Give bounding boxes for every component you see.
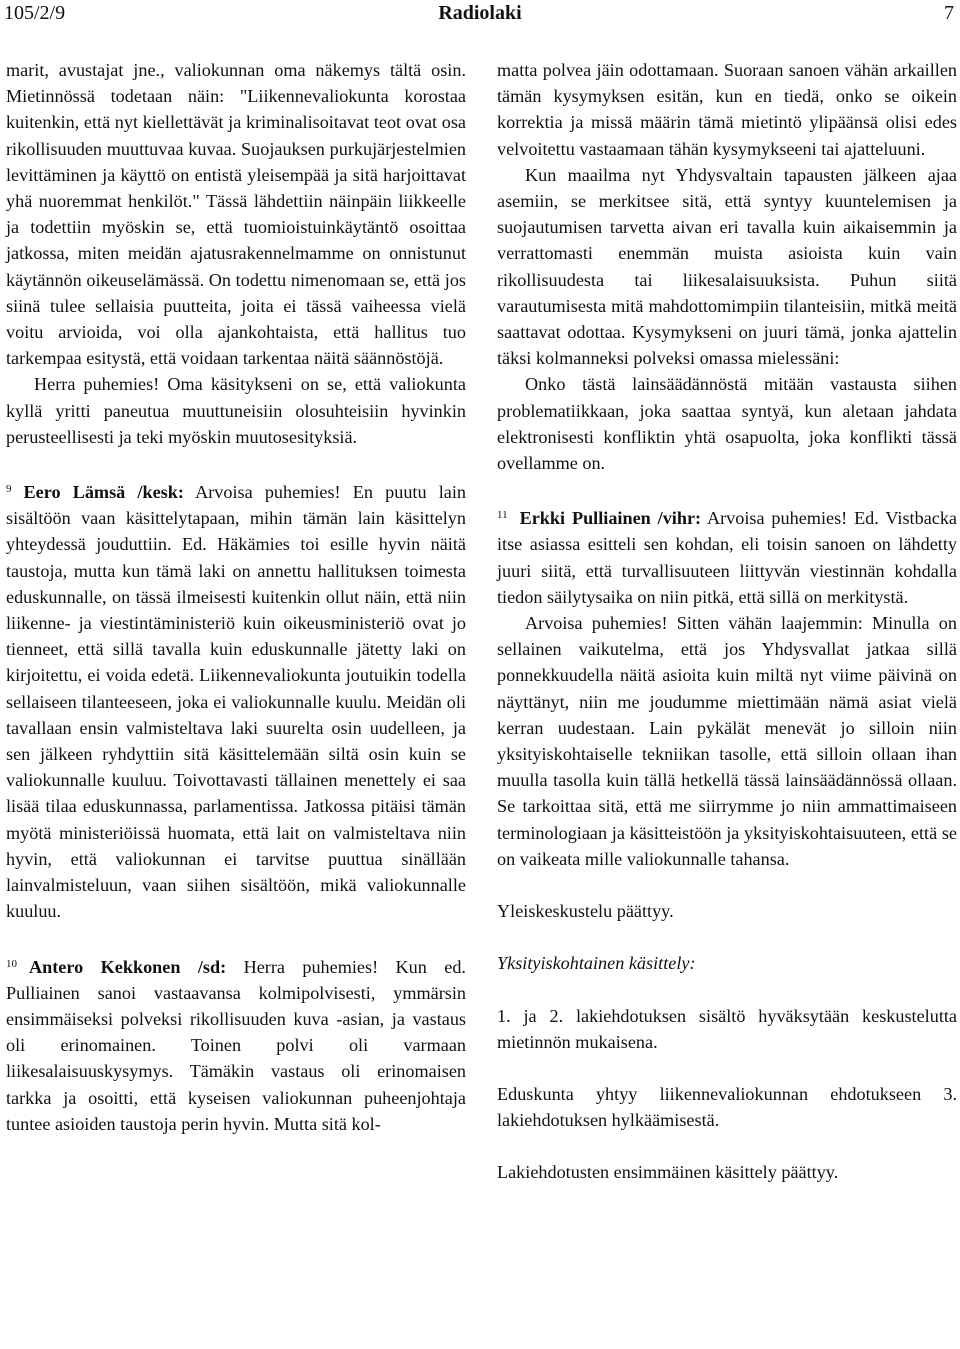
speech-number: 9 — [6, 483, 12, 496]
speech-10 — [6, 951, 466, 1137]
paragraph: matta polvea jäin odottamaan. Suoraan sanoen vähän arkaillen tämän kysymyksen esitän, kun en tiedä, onko se oikein korrektia ja missä määrin tämä mietintö ylipäänsä olisi edes velvoitettu vastaamaan tähän kysymykseeni tai ajatteluuni. — [497, 60, 957, 159]
detail-heading: Yksityiskohtainen käsittely: — [497, 953, 696, 974]
page-title: Radiolaki — [438, 2, 522, 24]
decision: 1. ja 2. lakiehdotuksen sisältö hyväksytään keskustelutta mietinnön mukaisena. — [497, 1005, 957, 1052]
page-number: 7 — [944, 2, 954, 24]
speech-text: Herra puhemies! Kun ed. Pulliainen sanoi vastaavansa kolmipolvisesti, ymmärsin ensimmäiseksi polveksi rikollisuuden kuva -asian, ja vastaus oli erinomainen. Toinen polvi oli varmaan liikesalaisuuskysymys. Tämäkin vastaus oli erinomaisen tarkka ja osoitti, että kyseisen valiokunnan puheenjohtaja tuntee asioiden taustoja perin hyvin. Mutta sitä kol- — [6, 956, 466, 1134]
paragraph: Onko tästä lainsäädännöstä mitään vastausta siihen problematiikkaan, joka saattaa syntyä, kun aletaan jahdata elektronisesti konfliktin yhtä osapuolta, joka konflikti tässä ovellamme on. — [497, 374, 957, 474]
speaker-name: Eero Lämsä /kesk: — [23, 482, 184, 503]
paragraph: Arvoisa puhemies! Sitten vähän laajemmin: Minulla on sellainen vaikutelma, että jos Yhdysvallat jatkaa sillä ponnekkuudella näitä asioita kuin miltä nyt viime päivinä on näyttänyt, niin me joudumme miettimään nämä asiat vielä kerran uudestaan. Lain pykälät menevät jo silloin niin yksityiskohtaiselle tekniikan tasolle, että silloin ollaan ihan muulla tasolla kuin tällä hetkellä tässä lainsäädännössä ollaan. Se tarkoittaa sitä, että me siirrymme jo niin ammattimaiseen terminologiaan ja käsitteistöön ja yksityiskohtaisuuteen, että se on vaikeata mille valiokunnalle tahansa. — [497, 613, 957, 869]
decision: Lakiehdotusten ensimmäinen käsittely päättyy. — [497, 1162, 839, 1183]
left-column — [6, 57, 466, 1137]
page-ref: 105/2/9 — [4, 2, 66, 24]
speaker-name: Antero Kekkonen /sd: — [29, 956, 227, 977]
general-debate-end: Yleiskeskustelu päättyy. — [497, 901, 674, 922]
speech-text: Arvoisa puhemies! Ed. Vistbacka itse asiassa esitteli sen kohdan, eli toisin sanoen on lähdetty juuri siitä, että turvallisuuteen liittyvän viestinnän kohdalla tiedon säilytysaika on niin pitkä, että sillä on merkitystä. — [497, 508, 957, 607]
speech-11 — [497, 502, 957, 610]
speech-number: 10 — [6, 957, 17, 970]
paragraph: Herra puhemies! Oma käsitykseni on se, että valiokunta kyllä yritti paneutua muuttuneisiin olosuhteisiin hyvinkin perusteellisesti ja teki myöskin muutosesityksiä. — [6, 374, 466, 447]
decision: Eduskunta yhtyy liikennevaliokunnan ehdotukseen 3. lakiehdotuksen hylkäämisestä. — [497, 1083, 957, 1131]
speech-text: Arvoisa puhemies! En puutu lain sisältöön vaan käsittelytapaan, mihin tämän lain käsittelyn yhteydessä jouduttiin. Ed. Häkämies toi esille hyvin näitä taustoja, mutta kun tämä laki on annettu hallituksen toimesta eduskunnalle, on tässä ilmeisesti kuitenkin ollut näin, että niin liikenne- ja viestintäministeriö kuin oikeusministeriö ovat jo tienneet, että sillä tavalla kuin eduskunnalle jätetty laki on kirjoitettu, ei voida edetä. Liikennevaliokunta joutuikin todella sellaiseen tilanteeseen, joka ei valiokunnalle kuulu. Meidän oli tavallaan ensin valmisteltava laki suurelta osin uudelleen, ja sen jälkeen ryhdyttiin sitä käsittelemään siltä osin kuin se valiokunnalle kuuluu. Toivottavasti tällainen menettely ei saa lisää tilaa eduskunnassa, parlamentissa. Jatkossa pitäisi tämän myötä ministeriöissä huomata, että lait on valmisteltava niin hyvin, että valiokunnan ei tarvitse puuttua sinällään lainvalmisteluun, vaan siihen sisältöön, mikä valiokunnalle kuuluu. — [6, 482, 467, 922]
speech-number: 11 — [497, 509, 508, 522]
paragraph: Kun maailma nyt Yhdysvaltain tapausten jälkeen ajaa asemiin, se merkitsee sitä, että syntyy kuuntelemisen ja suojautumisen tarvetta aivan eri tavalla kuin aikaisemmin ja verrattomasti enemmän muista asioista kuin vain rikollisuudesta tai liikesalaisuuksista. Puhun siitä varautumisesta mitä mahdottomimpiin tilanteisiin, mitkä meitä saattavat odottaa. Kysymykseni on juuri tämä, jonka ajattelin täksi kolmanneksi polveksi omassa mielessäni: — [497, 164, 957, 369]
paragraph: marit, avustajat jne., valiokunnan oma näkemys tältä osin. Mietinnössä todetaan näin: "Liikennevaliokunta korostaa kuitenkin, että nyt kiellettävät ja kriminalisoitavat teot ovat osa rikollisuuden muuttuvaa kuvaa. Suojauksen purkujärjestelmien levittäminen ja käyttö on entistä yleisempää ja sitä harjoittavat yhä nuoremmat henkilöt." Tässä lähdettiin näinpäin liikkeelle ja todettiin myöskin se, että tuomioistuinkäytäntö osoittaa jatkossa, miten meidän ajatusrakennelmamme on onnistunut käytännön oikeuselämässä. On todettu nimenomaan se, että jos siinä tulee sellaisia puutteita, joita ei tässä vaiheessa vielä voitu arvioida, voi olla ajankohtaista, että hallitus tuo tarkempaa esitystä, että voidaan tarkentaa näitä säännöstöjä. — [6, 60, 466, 369]
right-column — [497, 57, 957, 1186]
speaker-name: Erkki Pulliainen /vihr: — [519, 508, 702, 529]
speech-9 — [6, 476, 466, 924]
page-header — [0, 0, 960, 26]
